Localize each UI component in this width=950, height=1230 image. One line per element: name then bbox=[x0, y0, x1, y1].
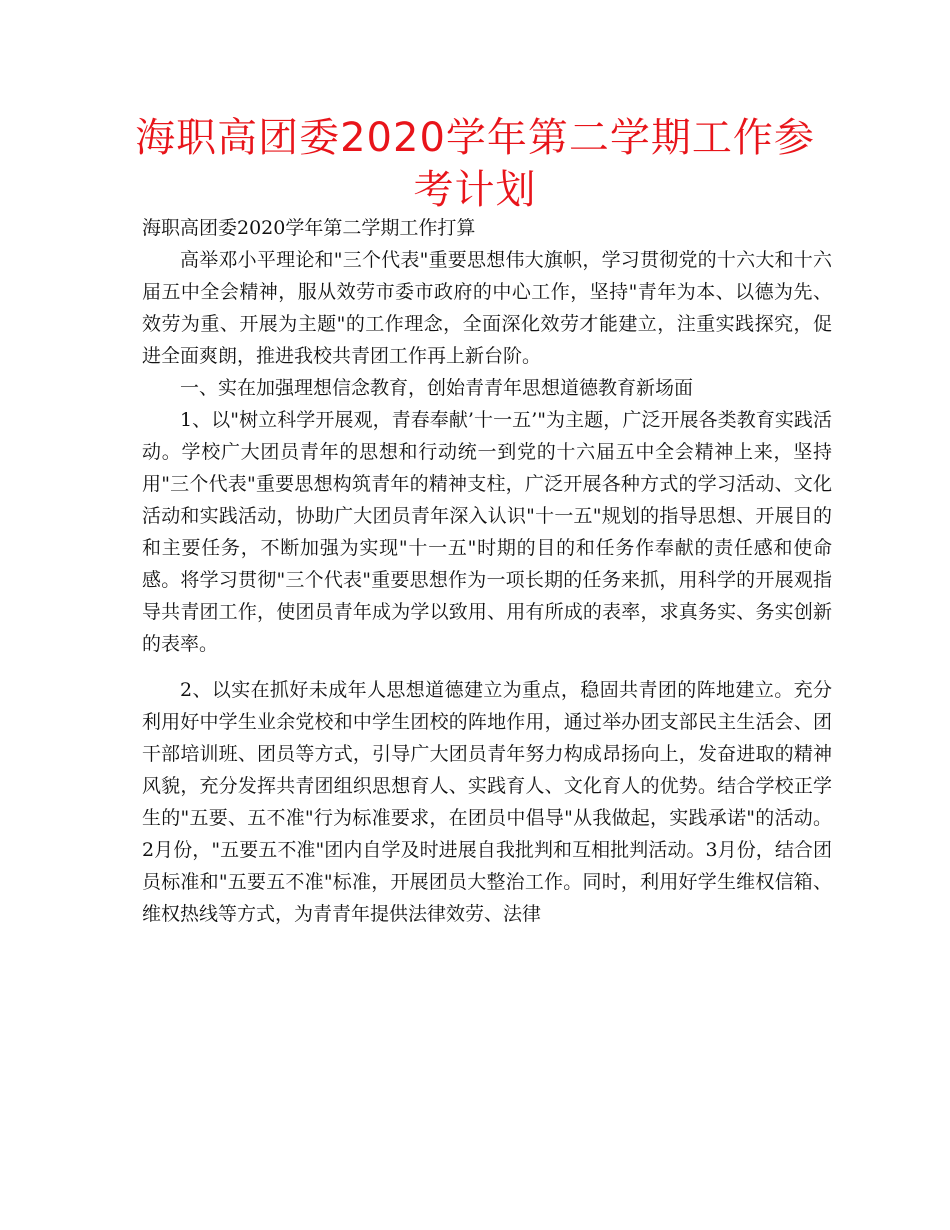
document-title: 海职高团委2020学年第二学期工作参考计划 bbox=[135, 115, 815, 213]
paragraph-item-1: 1、以"树立科学开展观，青春奉献’十一五’"为主题，广泛开展各类教育实践活动。学校广大团员青年的思想和行动统一到党的十六届五中全会精神上来，坚持用"三个代表"重要思想构筑青年的精神支柱，广泛开展各种方式的学习活动、文化活动和实践活动，协助广大团员青年深入认识"十一五"规划的指导思想、开展目的和主要任务，不断加强为实现"十一五"时期的目的和任务作奉献的责任感和使命感。将学习贯彻"三个代表"重要思想作为一项长期的任务来抓，用科学的开展观指导共青团工作，使团员青年成为学以致用、用有所成的表率，求真务实、务实创新的表率。 bbox=[142, 409, 832, 655]
paragraph-item-2: 2、以实在抓好未成年人思想道德建立为重点，稳固共青团的阵地建立。充分利用好中学生业余党校和中学生团校的阵地作用，通过举办团支部民主生活会、团干部培训班、团员等方式，引导广大团员青年努力构成昂扬向上，发奋进取的精神风貌，充分发挥共青团组织思想育人、实践育人、文化育人的优势。结合学校正学生的"五要、五不准"行为标准要求，在团员中倡导"从我做起，实践承诺"的活动。2月份，"五要五不准"团内自学及时进展自我批判和互相批判活动。3月份，结合团员标准和"五要五不准"标准，开展团员大整治工作。同时，利用好学生维权信箱、维权热线等方式，为青青年提供法律效劳、法律 bbox=[142, 679, 832, 925]
document-subtitle: 海职高团委2020学年第二学期工作打算 bbox=[142, 217, 476, 239]
paragraph-intro: 高举邓小平理论和"三个代表"重要思想伟大旗帜，学习贯彻党的十六大和十六届五中全会精神，服从效劳市委市政府的中心工作，坚持"青年为本、以德为先、效劳为重、开展为主题"的工作理念，全面深化效劳才能建立，注重实践探究，促进全面爽朗，推进我校共青团工作再上新台阶。 bbox=[142, 249, 832, 367]
section-heading-1: 一、实在加强理想信念教育，创始青青年思想道德教育新场面 bbox=[180, 377, 694, 399]
document-body bbox=[142, 212, 832, 930]
